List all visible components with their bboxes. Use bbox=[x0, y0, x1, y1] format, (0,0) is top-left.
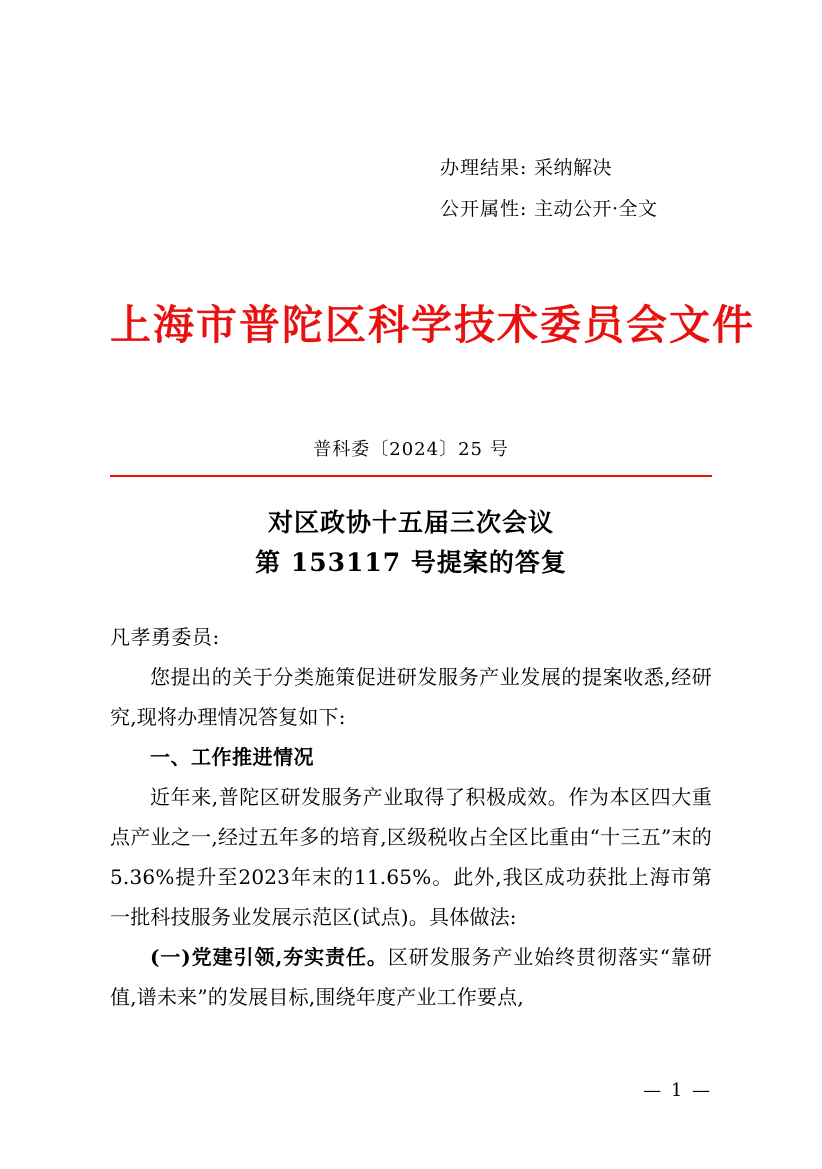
meta-label-disclosure: 公开属性: bbox=[440, 198, 528, 220]
red-divider-rule bbox=[110, 475, 712, 477]
meta-row-disclosure bbox=[440, 189, 712, 230]
meta-value-disclosure: 主动公开·全文 bbox=[533, 198, 658, 220]
header-meta bbox=[110, 0, 712, 230]
page-number: — 1 — bbox=[643, 1080, 712, 1101]
document-title: 上海市普陀区科学技术委员会文件 bbox=[110, 301, 755, 349]
section-1-item-1-label: (一)党建引领,夯实责任。 bbox=[150, 945, 388, 969]
meta-value-result: 采纳解决 bbox=[533, 157, 612, 179]
section-heading-1: 一、工作推进情况 bbox=[150, 745, 314, 769]
document-body bbox=[110, 617, 712, 1017]
meta-label-result: 办理结果: bbox=[440, 157, 528, 179]
meta-row-result bbox=[440, 148, 712, 189]
section-1-item-1-text: 区研发服务产业始终贯彻落实“靠研值,谱未来”的发展目标,围绕年度产业工作要点, bbox=[110, 945, 712, 1009]
subject-line-2: 第 153117 号提案的答复 bbox=[255, 548, 567, 577]
document-number: 普科委〔2024〕25 号 bbox=[313, 439, 509, 460]
subject-line-1: 对区政协十五届三次会议 bbox=[267, 508, 554, 537]
salutation: 凡孝勇委员: bbox=[110, 625, 220, 649]
document-subject bbox=[110, 503, 712, 583]
intro-paragraph: 您提出的关于分类施策促进研发服务产业发展的提案收悉,经研究,现将办理情况答复如下: bbox=[110, 665, 712, 729]
section-1-item-1 bbox=[110, 937, 712, 1017]
section-1-paragraph-1: 近年来,普陀区研发服务产业取得了积极成效。作为本区四大重点产业之一,经过五年多的培育,区级税收占全区比重由“十三五”末的5.36%提升至2023年末的11.65%。此外,我区成功获批上海市第一批科技服务业发展示范区(试点)。具体做法: bbox=[110, 785, 712, 929]
